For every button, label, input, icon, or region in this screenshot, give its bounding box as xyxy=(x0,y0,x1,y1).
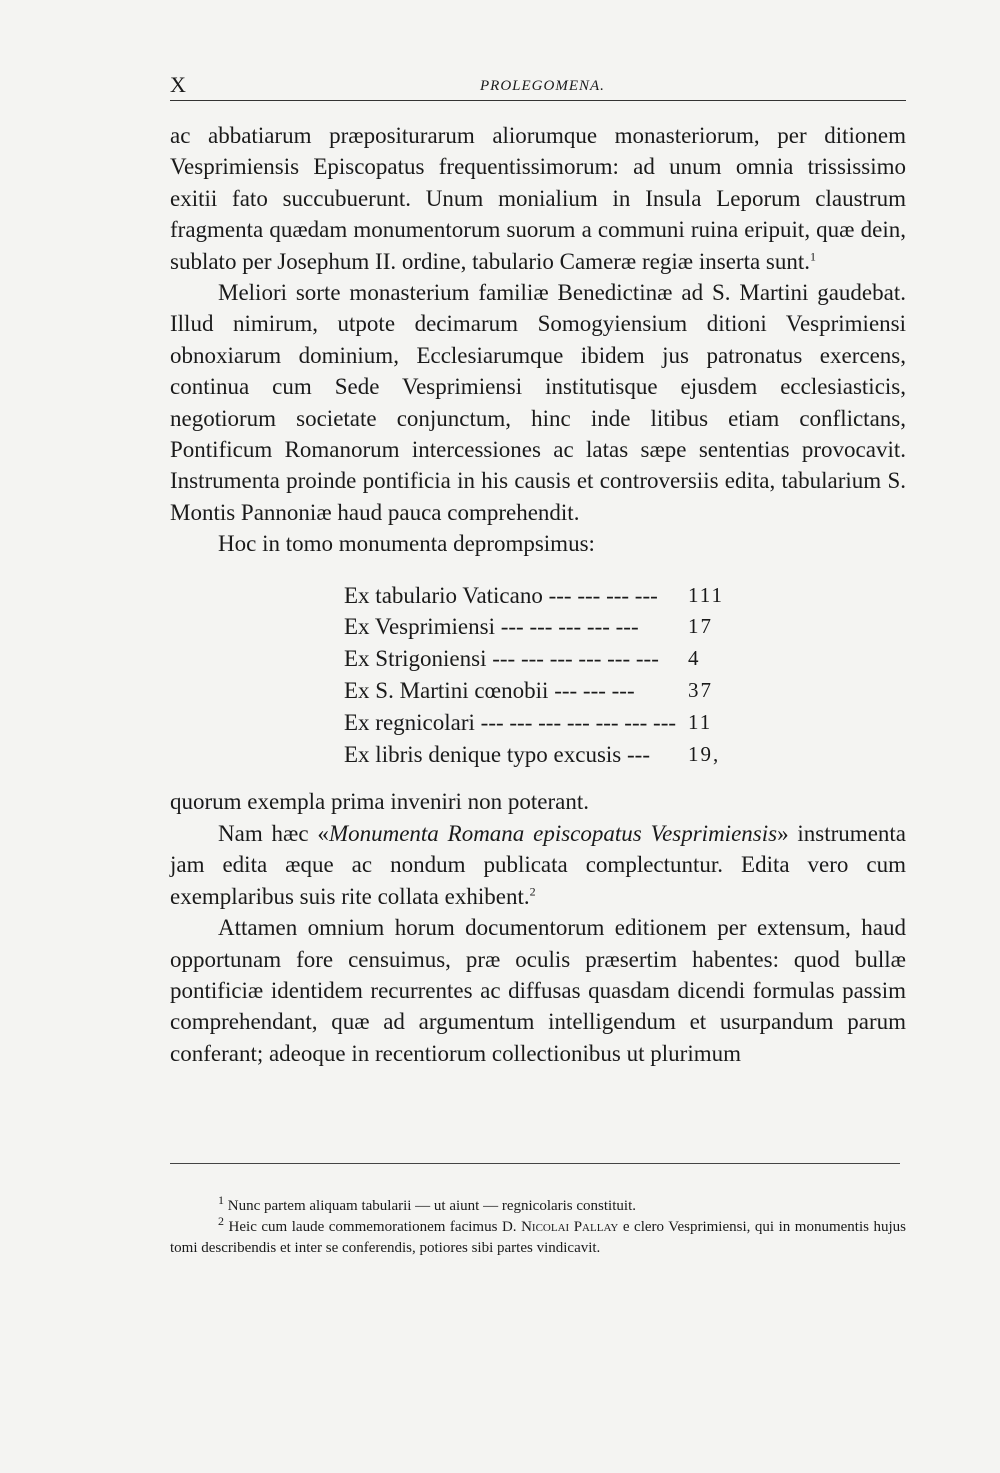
source-label: Ex Vesprimiensi xyxy=(344,614,495,640)
page-number: X xyxy=(170,72,187,97)
footnote-2: $^2$ Heic cum laude commemorationem facimus D. Nicolai Pallay e clero Vesprimiensi, qui in monumentis hujus tomi describendis et inter se conferendis, potiores sibi partes vindicavit. xyxy=(170,1214,907,1256)
footnote-1: $^1$ Nunc partem aliquam tabularii — ut aiunt — regnicolaris constituit. xyxy=(218,1193,636,1214)
source-label: Ex regnicolari xyxy=(344,709,475,735)
footnotes xyxy=(170,1193,907,1259)
dot-leader: --- xyxy=(621,741,650,767)
dot-leader: --- --- --- --- xyxy=(542,582,658,608)
source-label: Ex S. Martini cœnobii xyxy=(344,678,549,704)
paragraph-5: Nam hæc «Monumenta Romana episcopatus Vesprimiensis» instrumenta jam edita æque ac nondum publicata complectuntur. Edita vero cum exemplaribus suis rite collata exhibent.$^2$ xyxy=(170,820,906,909)
dot-leader: --- --- --- xyxy=(548,678,635,704)
header-rule xyxy=(170,100,906,101)
page-header xyxy=(170,72,906,102)
source-count: 111 xyxy=(688,582,724,607)
source-label: Ex libris denique typo excusis xyxy=(344,741,622,767)
dot-leader: --- --- --- --- --- xyxy=(494,614,639,640)
footnote-ref-1: 1 xyxy=(810,248,817,263)
footnote-mark-1: 1 xyxy=(218,1193,224,1207)
list-item xyxy=(344,675,734,707)
footnote-rule xyxy=(170,1163,900,1164)
running-head: PROLEGOMENA. xyxy=(480,78,605,94)
source-label: Ex Strigoniensi xyxy=(344,646,487,672)
footnote-ref-2: 2 xyxy=(529,884,536,899)
source-label: Ex tabulario Vaticano xyxy=(344,582,543,608)
paragraph-1: ac abbatiarum præpositurarum aliorumque monasteriorum, per ditionem Vesprimiensis Episcopatus frequentissimorum: ad unum omnia trississimo exitii fato succubuerunt. Unum monialium in Insula Leporum claustrum fragmenta quædam monumentorum suorum a communi ruina eripuit, quæ dein, sublato per Josephum II. ordine, tabulario Cameræ regiæ inserta sunt.$^1$ xyxy=(170,123,906,274)
person-name: Nicolai Pallay xyxy=(521,1219,619,1235)
paragraph-3: Hoc in tomo monumenta deprompsimus: xyxy=(218,531,595,557)
source-count: 17 xyxy=(688,614,713,639)
main-text xyxy=(170,120,906,1069)
list-item xyxy=(344,580,734,612)
work-title: Monumenta Romana episcopatus Vesprimiensis xyxy=(328,820,778,846)
dot-leader: --- --- --- --- --- --- --- xyxy=(474,709,677,735)
source-count: 19, xyxy=(688,741,721,766)
source-count: 4 xyxy=(688,646,701,671)
paragraph-2: Meliori sorte monasterium familiæ Benedictinæ ad S. Martini gaudebat. Illud nimirum, utpote decimarum Somogyiensium ditioni Vesprimiensi obnoxiarum dominium, Ecclesiarumque ibidem jus patronatus exercens, continua cum Sede Vesprimiensi institutisque ejusdem ecclesiasticis, negotiorum societate conjunctum, hinc inde litibus etiam conflictans, Pontificum Romanorum intercessiones ac latas sæpe sententias provocavit. Instrumenta proinde pontificia in his causis et controversiis edita, tabularium S. Montis Pannoniæ haud pauca comprehendit. xyxy=(170,280,906,525)
source-count: 11 xyxy=(688,709,713,734)
paragraph-4: quorum exempla prima inveniri non poterant. xyxy=(170,789,589,815)
list-item xyxy=(344,611,734,643)
list-item xyxy=(344,643,734,675)
sources-list xyxy=(344,580,734,771)
footnote-mark-2: 2 xyxy=(218,1214,224,1228)
paragraph-6: Attamen omnium horum documentorum editionem per extensum, haud opportunam fore censuimus, præ oculis præsertim habentes: quod bullæ pontificiæ identidem recurrentes ac diffusas quasdam dicendi formulas passim comprehendant, quæ ad argumentum intelligendum et usurpandum parum conferant; adeoque in recentiorum collectionibus ut plurimum xyxy=(170,915,906,1066)
list-item xyxy=(344,707,734,739)
source-count: 37 xyxy=(688,678,713,703)
list-item xyxy=(344,739,734,771)
dot-leader: --- --- --- --- --- --- xyxy=(486,646,659,672)
